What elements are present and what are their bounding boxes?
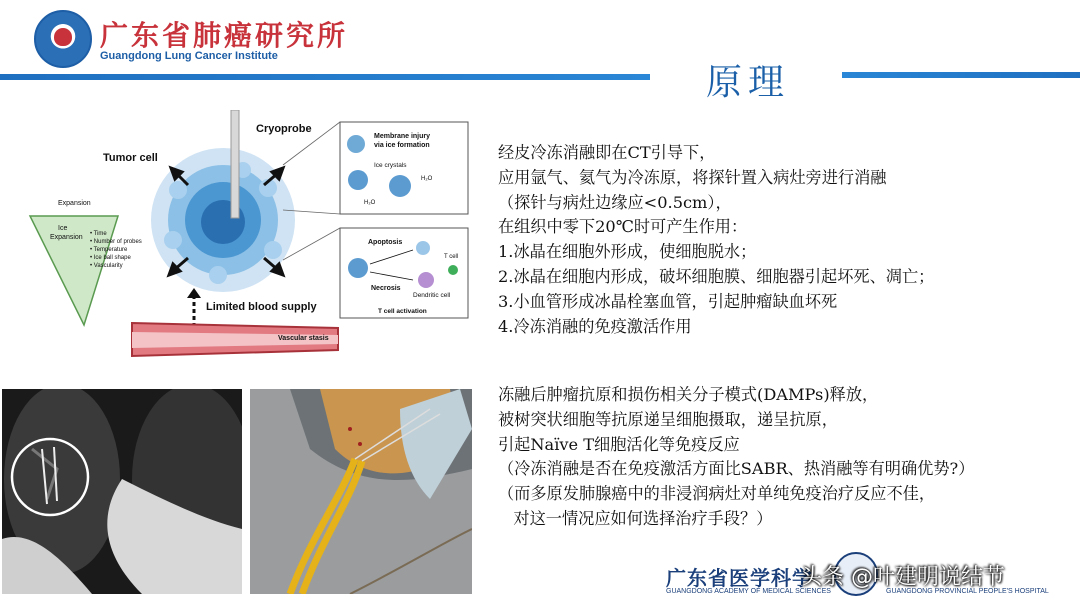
necrosis-label: Necrosis <box>371 285 401 292</box>
limited-blood-label: Limited blood supply <box>206 301 317 313</box>
cell-icon <box>348 170 368 190</box>
institute-name-en: Guangdong Lung Cancer Institute <box>100 50 278 62</box>
header-bar-right <box>842 72 1080 78</box>
slide-title: 原理 <box>706 62 791 103</box>
ice-crystals-label: Ice crystals <box>374 162 407 169</box>
t-cell-activation-label: T cell activation <box>378 308 427 315</box>
factor-list <box>90 231 142 269</box>
factor-item: • Time <box>90 231 107 237</box>
hospital-name-en: GUANGDONG PROVINCIAL PEOPLE'S HOSPITAL <box>886 588 1049 595</box>
cryoprobe-icon <box>231 110 239 218</box>
membrane-label-2: via ice formation <box>374 142 430 149</box>
factor-item: • Ice ball shape <box>90 255 131 261</box>
immune-text: 冻融后肿瘤抗原和损伤相关分子模式(DAMPs)释放， 被树突状细胞等抗原递呈细胞摄取，递呈抗原， 引起Naïve T细胞活化等免疫反应 （冷冻消融是否在免疫激活方面比SABR、热消融等有明确优势?） （而多原发肺腺癌中的非浸润病灶对单纯免疫治疗反应不佳， 对这一情况应如何选择治疗手段？） <box>498 385 975 528</box>
apoptotic-cell-icon <box>416 241 430 255</box>
institute-name-cn: 广东省肺癌研究所 <box>100 19 349 52</box>
factor-item: • Vascularity <box>90 263 123 269</box>
academy-name-en: GUANGDONG ACADEMY OF MEDICAL SCIENCES <box>666 588 831 595</box>
cryoprobe-label: Cryoprobe <box>256 123 312 135</box>
tumor-cell-label: Tumor cell <box>103 152 158 164</box>
factor-item: • Temperature <box>90 247 128 253</box>
watermark: 头条 @叶建明说结节 <box>800 565 1005 590</box>
h2o-label: H₂O <box>421 176 433 182</box>
ice-label: Ice <box>58 225 68 232</box>
header-bar-left <box>0 74 650 80</box>
academy-name-cn: 广东省医学科学 <box>666 566 813 590</box>
expansion-label: Expansion <box>58 200 91 207</box>
t-cell-label: T cell <box>444 254 459 260</box>
cell-icon <box>348 258 368 278</box>
apoptosis-label: Apoptosis <box>368 239 403 246</box>
lung-heart-icon <box>54 28 72 46</box>
t-cell-icon <box>448 265 458 275</box>
factor-item: • Number of probes <box>90 239 142 245</box>
cell-icon <box>389 175 411 197</box>
expansion-sub-label: Expansion <box>50 234 83 241</box>
dendritic-cell-icon <box>418 272 434 288</box>
cryoablation-diagram <box>28 110 483 370</box>
mechanism-text: 经皮冷冻消融即在CT引导下， 应用氩气、氦气为冷冻原，将探针置入病灶旁进行消融 （探针与病灶边缘应<0.5cm）， 在组织中零下20℃时可产生作用： 1.冰晶在细胞外形成，使细胞脱水； 2.冰晶在细胞内形成，破坏细胞膜、细胞器引起坏死、凋亡； 3.小血管形成冰晶栓塞血管，引起肿瘤缺血坏死 4.冷冻消融的免疫激活作用 <box>498 143 935 336</box>
h2o-label: H₂O <box>364 200 376 206</box>
procedure-photo <box>250 389 472 594</box>
cell-icon <box>347 135 365 153</box>
membrane-label-1: Membrane injury <box>374 133 431 140</box>
ct-scan-image <box>2 389 242 594</box>
dendritic-cell-label: Dendritic cell <box>413 292 451 299</box>
vascular-stasis-label: Vascular stasis <box>278 335 329 342</box>
